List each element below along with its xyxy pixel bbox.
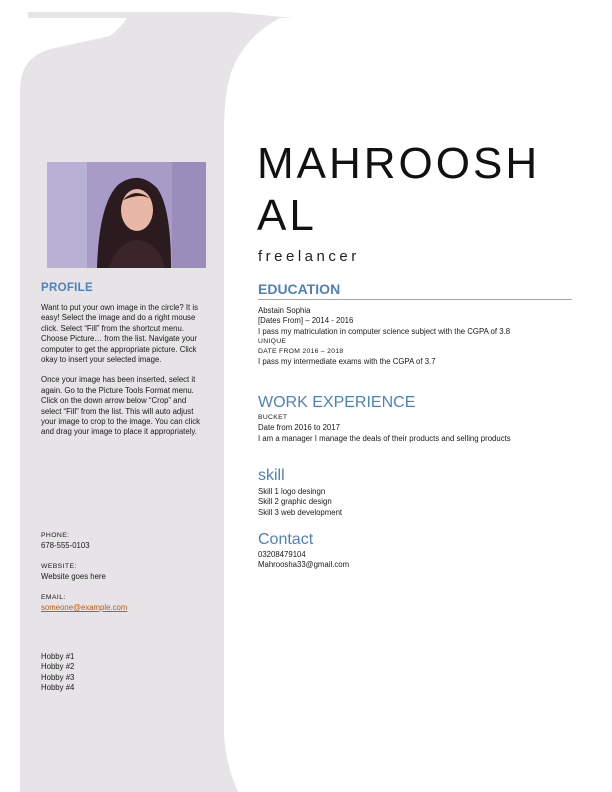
- name-line-1: MAHROOSH: [257, 139, 541, 188]
- hobby-item: Hobby #2: [41, 662, 75, 672]
- school-description: I pass my intermediate exams with the CGPA of 3.7: [258, 357, 436, 367]
- school-dates: [Dates From] – 2014 - 2016: [258, 316, 354, 326]
- profile-photo: [47, 162, 206, 268]
- profile-text: [41, 303, 205, 448]
- hobby-item: Hobby #3: [41, 672, 75, 682]
- phone-label: PHONE:: [41, 532, 70, 539]
- school-name: UNIQUE: [258, 337, 287, 345]
- website-value: Website goes here: [41, 572, 106, 582]
- skill-item: Skill 2 graphic design: [258, 497, 332, 507]
- work-block: [258, 413, 538, 444]
- work-heading: WORK EXPERIENCE: [258, 394, 416, 411]
- profile-paragraph: Want to put your own image in the circle? It is easy! Select the image and do a right mouse click. Select “Fill” from the shortcut menu. Choose Picture… from the list. Navigate your computer to get the appropriate picture. Click okay to insert your selected image.: [41, 303, 199, 365]
- education-block: [258, 306, 578, 368]
- email-label: EMAIL:: [41, 593, 66, 601]
- name-heading: [257, 138, 540, 242]
- work-description: I am a manager I manage the deals of their products and selling products: [258, 433, 511, 443]
- email-link[interactable]: someone@example.com: [41, 603, 128, 613]
- school-description: I pass my matriculation in computer science subject with the CGPA of 3.8: [258, 326, 511, 336]
- tagline: freelancer: [258, 248, 360, 265]
- contact-phone: 03208479104: [258, 550, 306, 559]
- contact-heading: Contact: [258, 531, 314, 548]
- skill-item: Skill 1 logo desingn: [258, 487, 326, 496]
- profile-paragraph: Once your image has been inserted, select it again. Go to the Picture Tools Format menu. Click on the down arrow below “Crop” and select “Fill” from the list. This will auto adjust your image to crop to the image. You can click and drag your image to place it appropriately.: [41, 375, 201, 437]
- hobby-item: Hobby #4: [41, 683, 75, 693]
- school-name: Abstain Sophia: [258, 306, 311, 315]
- profile-heading: PROFILE: [41, 282, 93, 294]
- hobby-item: Hobby #1: [41, 652, 75, 661]
- school-dates: DATE FROM 2016 – 2018: [258, 348, 344, 356]
- name-line-2: AL: [257, 191, 317, 240]
- education-divider: [258, 299, 572, 300]
- skill-item: Skill 3 web development: [258, 507, 343, 517]
- skill-heading: skill: [258, 467, 285, 484]
- contact-block: [258, 550, 578, 571]
- work-dates: Date from 2016 to 2017: [258, 423, 340, 433]
- contact-email[interactable]: Mahroosha33@gmail.com: [258, 560, 350, 570]
- website-label: WEBSITE:: [41, 562, 77, 570]
- hobbies-list: [41, 652, 205, 694]
- phone-value: 678-555-0103: [41, 541, 90, 551]
- company-name: BUCKET: [258, 414, 288, 421]
- sidebar-contact: [41, 531, 205, 613]
- skill-list: [258, 487, 578, 518]
- education-heading: EDUCATION: [258, 281, 341, 297]
